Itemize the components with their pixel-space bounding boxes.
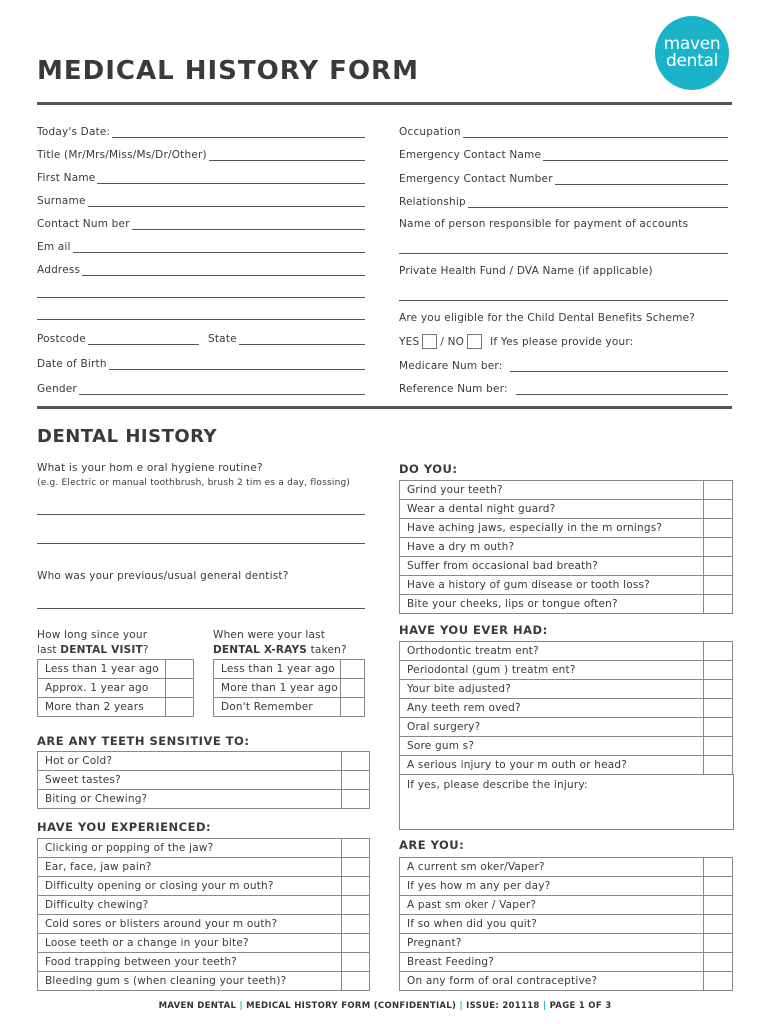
table-row: Breast Feeding? [400, 953, 733, 972]
table-row: Your bite adjusted? [400, 680, 733, 699]
are-you-heading: ARE YOU: [399, 838, 465, 852]
table-row: A serious injury to your m outh or head? [400, 756, 733, 775]
state-field[interactable]: State [208, 331, 365, 345]
ever-had-table [399, 641, 733, 775]
yes-checkbox[interactable] [422, 334, 437, 349]
experienced-table [37, 838, 370, 991]
table-row: Pregnant? [400, 934, 733, 953]
footer-document: MEDICAL HISTORY FORM (CONFIDENTIAL) [246, 1001, 457, 1011]
checkbox-cell[interactable] [342, 752, 370, 771]
do-you-heading: DO YOU: [399, 462, 458, 476]
hygiene-line-1[interactable] [37, 514, 365, 515]
checkbox-cell[interactable] [341, 698, 365, 717]
table-row: More than 2 years [38, 698, 194, 717]
previous-dentist-line[interactable] [37, 608, 365, 609]
table-row: On any form of oral contraceptive? [400, 972, 733, 991]
checkbox-cell[interactable] [704, 858, 733, 877]
dental-visit-options [37, 659, 194, 717]
table-row: Biting or Chewing? [38, 790, 370, 809]
dental-visit-question-2: last DENTAL VISIT? [37, 644, 149, 656]
xray-question-2: DENTAL X-RAYS taken? [213, 644, 347, 656]
hygiene-line-2[interactable] [37, 543, 365, 544]
checkbox-cell[interactable] [704, 972, 733, 991]
cdbs-question: Are you eligible for the Child Dental Benefits Scheme? [399, 312, 696, 324]
gender-field[interactable]: Gender [37, 381, 365, 395]
payment-responsible-line[interactable] [399, 253, 728, 254]
medicare-number-field[interactable]: Medicare Num ber: [399, 358, 728, 372]
table-row: Have a dry m outh? [400, 538, 733, 557]
checkbox-cell[interactable] [704, 642, 733, 661]
do-you-table [399, 480, 733, 614]
table-row: Suffer from occasional bad breath? [400, 557, 733, 576]
table-row: Have aching jaws, especially in the m ornings? [400, 519, 733, 538]
experienced-heading: HAVE YOU EXPERIENCED: [37, 820, 212, 834]
previous-dentist-question: Who was your previous/usual general dentist? [37, 570, 289, 582]
checkbox-cell[interactable] [704, 576, 733, 595]
checkbox-cell[interactable] [704, 680, 733, 699]
checkbox-cell[interactable] [342, 858, 370, 877]
table-row: A past sm oker / Vaper? [400, 896, 733, 915]
checkbox-cell[interactable] [704, 538, 733, 557]
checkbox-cell[interactable] [704, 595, 733, 614]
checkbox-cell[interactable] [704, 699, 733, 718]
table-row: Oral surgery? [400, 718, 733, 737]
surname-field[interactable]: Surname [37, 193, 365, 207]
logo-word-dental: dental [665, 51, 719, 71]
table-row: Grind your teeth? [400, 481, 733, 500]
footer-brand: MAVEN DENTAL [158, 1001, 237, 1011]
section-divider [37, 406, 732, 409]
checkbox-cell[interactable] [704, 756, 733, 775]
table-row: Hot or Cold? [38, 752, 370, 771]
health-fund-line[interactable] [399, 300, 728, 301]
footer-separator: | [239, 1001, 243, 1011]
footer-page: PAGE 1 OF 3 [549, 1001, 612, 1011]
occupation-field[interactable]: Occupation [399, 124, 728, 138]
logo-word-maven: maven [663, 34, 721, 54]
maven-dental-logo [655, 16, 729, 90]
checkbox-cell[interactable] [704, 557, 733, 576]
payment-responsible-label: Name of person responsible for payment of accounts [399, 218, 689, 230]
table-row: Have a history of gum disease or tooth loss? [400, 576, 733, 595]
checkbox-cell[interactable] [342, 972, 370, 991]
checkbox-cell[interactable] [704, 737, 733, 756]
no-checkbox[interactable] [467, 334, 482, 349]
cdbs-answer-row [399, 334, 633, 349]
checkbox-cell[interactable] [704, 718, 733, 737]
contact-number-field[interactable]: Contact Num ber [37, 216, 365, 230]
checkbox-cell[interactable] [704, 953, 733, 972]
table-row: If yes how m any per day? [400, 877, 733, 896]
health-fund-label: Private Health Fund / DVA Name (if applicable) [399, 265, 653, 277]
table-row: More than 1 year ago [214, 679, 365, 698]
checkbox-cell[interactable] [166, 660, 194, 679]
table-row: A current sm oker/Vaper? [400, 858, 733, 877]
table-row: Less than 1 year ago [38, 660, 194, 679]
table-row: Ear, face, jaw pain? [38, 858, 370, 877]
checkbox-cell[interactable] [342, 934, 370, 953]
page-title: MEDICAL HISTORY FORM [37, 56, 419, 86]
checkbox-cell[interactable] [166, 698, 194, 717]
xray-options [213, 659, 365, 717]
table-row: Bite your cheeks, lips or tongue often? [400, 595, 733, 614]
checkbox-cell[interactable] [704, 519, 733, 538]
if-yes-label: If Yes please provide your: [490, 335, 634, 348]
checkbox-cell[interactable] [341, 660, 365, 679]
emergency-contact-number-field[interactable]: Emergency Contact Number [399, 171, 728, 185]
injury-description-box[interactable] [399, 774, 734, 830]
dob-field[interactable]: Date of Birth [37, 356, 365, 370]
email-field[interactable]: Em ail [37, 239, 365, 253]
first-name-field[interactable]: First Name [37, 170, 365, 184]
table-row: Orthodontic treatm ent? [400, 642, 733, 661]
dental-visit-question-1: How long since your [37, 629, 148, 641]
todays-date-field[interactable]: Today's Date: [37, 124, 365, 138]
xray-question-1: When were your last [213, 629, 326, 641]
address-field[interactable]: Address [37, 262, 365, 276]
ever-had-heading: HAVE YOU EVER HAD: [399, 623, 548, 637]
checkbox-cell[interactable] [342, 839, 370, 858]
table-row: Bleeding gum s (when cleaning your teeth)? [38, 972, 370, 991]
checkbox-cell[interactable] [342, 915, 370, 934]
table-row: Cold sores or blisters around your m outh? [38, 915, 370, 934]
reference-number-field[interactable]: Reference Num ber: [399, 381, 728, 395]
table-row: Wear a dental night guard? [400, 500, 733, 519]
checkbox-cell[interactable] [704, 934, 733, 953]
checkbox-cell[interactable] [342, 896, 370, 915]
title-field[interactable]: Title (Mr/Mrs/Miss/Ms/Dr/Other) [37, 147, 365, 161]
table-row: Don't Remember [214, 698, 365, 717]
hygiene-example: (e.g. Electric or manual toothbrush, brush 2 tim es a day, flossing) [37, 478, 351, 488]
yes-label: YES [399, 335, 420, 348]
checkbox-cell[interactable] [341, 679, 365, 698]
table-row: Approx. 1 year ago [38, 679, 194, 698]
sensitive-table [37, 751, 370, 809]
checkbox-cell[interactable] [342, 790, 370, 809]
table-row: Clicking or popping of the jaw? [38, 839, 370, 858]
checkbox-cell[interactable] [704, 481, 733, 500]
table-row: Periodontal (gum ) treatm ent? [400, 661, 733, 680]
footer-separator: | [459, 1001, 463, 1011]
footer-separator: | [542, 1001, 547, 1011]
address-line-3[interactable] [37, 319, 365, 320]
footer-issue: ISSUE: 201118 [466, 1001, 540, 1011]
injury-prompt: If yes, please describe the injury: [407, 779, 588, 791]
checkbox-cell[interactable] [704, 915, 733, 934]
are-you-table [399, 857, 733, 991]
checkbox-cell[interactable] [704, 896, 733, 915]
table-row: Difficulty chewing? [38, 896, 370, 915]
checkbox-cell[interactable] [342, 877, 370, 896]
table-row: Loose teeth or a change in your bite? [38, 934, 370, 953]
dental-history-heading: DENTAL HISTORY [37, 426, 218, 447]
table-row: Difficulty opening or closing your m outh? [38, 877, 370, 896]
checkbox-cell[interactable] [166, 679, 194, 698]
table-row: Food trapping between your teeth? [38, 953, 370, 972]
table-row: If so when did you quit? [400, 915, 733, 934]
no-label: / NO [440, 335, 465, 348]
table-row: Sweet tastes? [38, 771, 370, 790]
table-row: Sore gum s? [400, 737, 733, 756]
table-row: Any teeth rem oved? [400, 699, 733, 718]
checkbox-cell[interactable] [704, 877, 733, 896]
relationship-field[interactable]: Relationship [399, 194, 728, 208]
table-row: Less than 1 year ago [214, 660, 365, 679]
postcode-field[interactable]: Postcode [37, 331, 199, 345]
emergency-contact-name-field[interactable]: Emergency Contact Name [399, 147, 728, 161]
hygiene-question: What is your hom e oral hygiene routine? [37, 462, 263, 474]
checkbox-cell[interactable] [342, 771, 370, 790]
page-footer [0, 1001, 770, 1011]
checkbox-cell[interactable] [704, 500, 733, 519]
sensitive-heading: ARE ANY TEETH SENSITIVE TO: [37, 734, 250, 748]
title-divider [37, 102, 732, 105]
checkbox-cell[interactable] [342, 953, 370, 972]
address-line-2[interactable] [37, 297, 365, 298]
checkbox-cell[interactable] [704, 661, 733, 680]
